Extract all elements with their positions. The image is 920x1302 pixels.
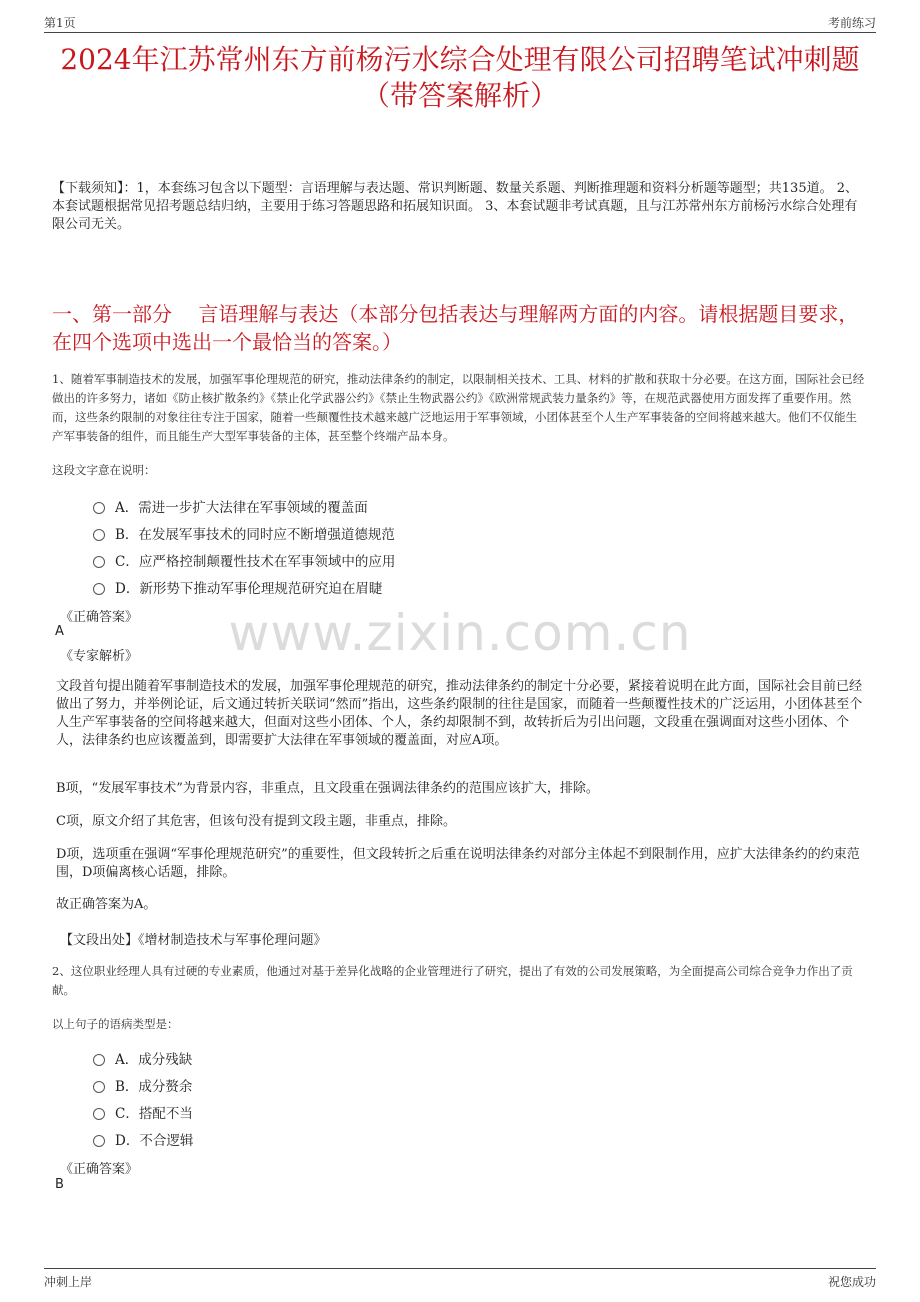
option-text: B．在发展军事技术的同时应不断增强道德规范 (115, 527, 395, 543)
q1-stem: 1、随着军事制造技术的发展，加强军事伦理规范的研究，推动法律条约的制定，以限制相关技术、工具、材料的扩散和获取十分必要。在这方面，国际社会已经做出的许多努力，诸如《防止核扩散条约》《禁止化学武器公约》《禁止生物武器公约》《欧洲常规武装力量条约》等，在规范武器使用方面发挥了重要作用。然而，这些条约限制的对象往往专注于国家，随着一些颠覆性技术越来越广泛地运用于军事领域，小团体甚至个人生产军事装备的空间将越来越大。他们不仅能生产军事装备的组件，而且能生产大型军事装备的主体，甚至整个终端产品本身。 (52, 372, 865, 443)
page-footer (44, 1268, 876, 1289)
q2-option-b[interactable] (93, 1075, 192, 1095)
radio-icon[interactable] (93, 529, 105, 541)
q2-answer: B (55, 1177, 64, 1192)
q1-option-d[interactable] (93, 577, 382, 597)
download-notice: 【下载须知】：1，本套练习包含以下题型：言语理解与表达题、常识判断题、数量关系题、判断推理题和资料分析题等题型；共135道。 2、本套试题根据常见招考题总结归纳，主要用于练习答题思路和拓展知识面。 3、本套试题非考试真题，且与江苏常州东方前杨污水综合处理有限公司无关。 (52, 181, 858, 232)
page-number: 第1页 (44, 16, 76, 30)
q1-option-c[interactable] (93, 550, 395, 570)
q2-stem: 2、这位职业经理人具有过硬的专业素质，他通过对基于差异化战略的企业管理进行了研究，提出了有效的公司发展策略，为全面提高公司综合竞争力作出了贡献。 (52, 964, 853, 997)
q1-analysis-main: 文段首句提出随着军事制造技术的发展，加强军事伦理规范的研究，推动法律条约的制定十分必要，紧接着说明在此方面，国际社会目前已经做出了努力，并举例论证，后文通过转折关联词“然而”指出，这些条约限制的往往是国家，而随着一些颠覆性技术的广泛运用，小团体甚至个人生产军事装备的空间将越来越大，但面对这些小团体、个人，条约却限制不到，故转折后为引出问题，文段重在强调面对这些小团体、个人，法律条约也应该覆盖到，即需要扩大法律在军事领域的覆盖面，对应A项。 (56, 679, 863, 748)
q1-option-a[interactable] (93, 496, 368, 516)
q2-answer-label: 《正确答案》 (60, 1162, 139, 1177)
q2-option-c[interactable] (93, 1102, 193, 1122)
header-tag: 考前练习 (827, 16, 876, 30)
option-text: A．需进一步扩大法律在军事领域的覆盖面 (115, 500, 368, 516)
footer-right: 祝您成功 (827, 1275, 876, 1289)
q1-analysis-c: C项，原文介绍了其危害，但该句没有提到文段主题，非重点，排除。 (56, 814, 456, 829)
q2-option-a[interactable] (93, 1048, 192, 1068)
option-text: D．不合逻辑 (115, 1133, 194, 1149)
option-text: B．成分赘余 (115, 1079, 193, 1095)
q1-option-b[interactable] (93, 523, 395, 543)
document-title: 2024年江苏常州东方前杨污水综合处理有限公司招聘笔试冲刺题（带答案解析） (60, 43, 860, 112)
option-text: C．搭配不当 (115, 1106, 193, 1122)
option-text: A．成分残缺 (115, 1052, 193, 1068)
section-title: 一、第一部分 言语理解与表达（本部分包括表达与理解两方面的内容。请根据题目要求，在四个选项中选出一个最恰当的答案。） (52, 302, 859, 354)
radio-icon[interactable] (93, 502, 105, 514)
watermark: www.zixin.com.cn (228, 604, 692, 662)
radio-icon[interactable] (93, 1054, 105, 1066)
q1-analysis-b: B项，“发展军事技术”为背景内容，非重点，且文段重在强调法律条约的范围应该扩大，排除。 (56, 781, 599, 796)
radio-icon[interactable] (93, 556, 105, 568)
page-header (44, 12, 876, 33)
radio-icon[interactable] (93, 1135, 105, 1147)
q1-answer-label: 《正确答案》 (60, 610, 139, 625)
radio-icon[interactable] (93, 583, 105, 595)
radio-icon[interactable] (93, 1081, 105, 1093)
radio-icon[interactable] (93, 1108, 105, 1120)
q1-analysis-label: 《专家解析》 (60, 649, 139, 664)
footer-left: 冲刺上岸 (44, 1275, 93, 1289)
q2-prompt: 以上句子的语病类型是： (52, 1017, 179, 1031)
q1-prompt: 这段文字意在说明： (52, 463, 156, 477)
q1-answer: A (55, 624, 64, 639)
q1-analysis-conclusion: 故正确答案为A。 (56, 897, 157, 912)
q1-analysis-d: D项，选项重在强调“军事伦理规范研究”的重要性，但文段转折之后重在说明法律条约对部分主体起不到限制作用，应扩大法律条约的约束范围，D项偏离核心话题，排除。 (56, 847, 860, 880)
option-text: C．应严格控制颠覆性技术在军事领域中的应用 (115, 554, 396, 570)
q2-option-d[interactable] (93, 1129, 193, 1149)
option-text: D．新形势下推动军事伦理规范研究迫在眉睫 (115, 581, 383, 597)
q1-source: 【文段出处】《增材制造技术与军事伦理问题》 (60, 933, 327, 948)
